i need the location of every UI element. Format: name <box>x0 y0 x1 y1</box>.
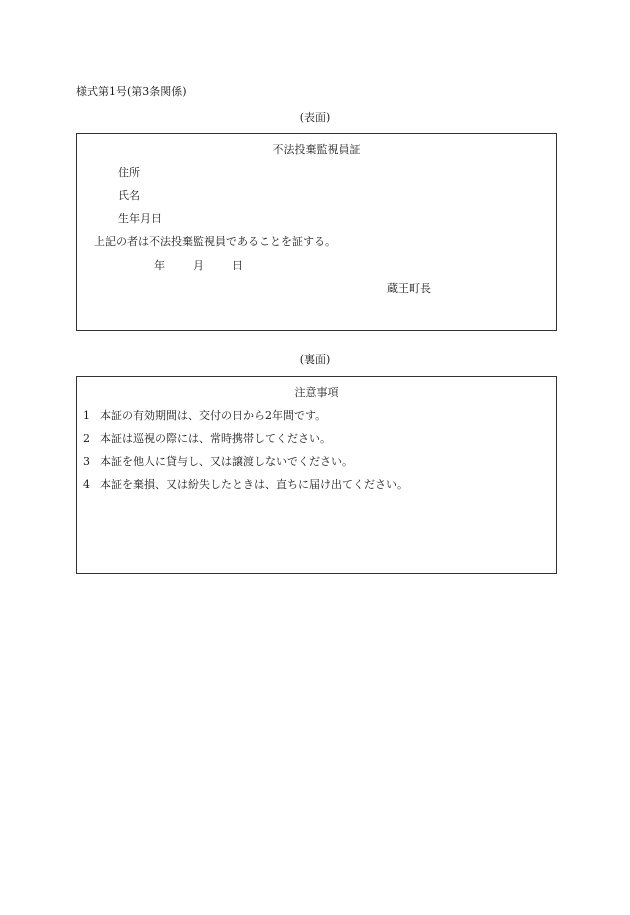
note-text: 本証の有効期間は、交付の日から2年間です。 <box>100 409 327 422</box>
note-item <box>83 478 408 491</box>
note-text: 本証を他人に貸与し、又は譲渡しないでください。 <box>100 455 353 468</box>
note-number: 2 <box>83 432 90 445</box>
card-title: 不法投棄監視員証 <box>272 143 361 156</box>
field-birthdate-label: 生年月日 <box>118 212 162 225</box>
date-year-label: 年 <box>154 259 165 272</box>
note-text: 本証を棄損、又は紛失したときは、直ちに届け出てください。 <box>100 478 408 491</box>
front-card <box>76 133 557 331</box>
issue-date-line <box>154 259 243 272</box>
note-item <box>83 409 326 422</box>
issuer-name: 蔵王町長 <box>387 282 431 295</box>
date-day-label: 日 <box>232 259 243 272</box>
front-side-label: (表面) <box>299 111 331 124</box>
note-number: 3 <box>83 455 90 468</box>
note-item <box>83 432 331 445</box>
note-number: 4 <box>83 478 90 491</box>
note-text: 本証は巡視の際には、常時携帯してください。 <box>100 432 331 445</box>
form-number-heading: 様式第1号(第3条関係) <box>76 85 187 98</box>
note-number: 1 <box>83 409 90 422</box>
certification-statement: 上記の者は不法投棄監視員であることを証する。 <box>94 235 336 248</box>
note-item <box>83 455 353 468</box>
back-side-label: (裏面) <box>299 353 331 366</box>
field-name-label: 氏名 <box>118 189 140 202</box>
field-address-label: 住所 <box>118 166 140 179</box>
back-card <box>76 376 557 574</box>
date-month-label: 月 <box>193 259 204 272</box>
notes-title: 注意事項 <box>294 386 339 399</box>
